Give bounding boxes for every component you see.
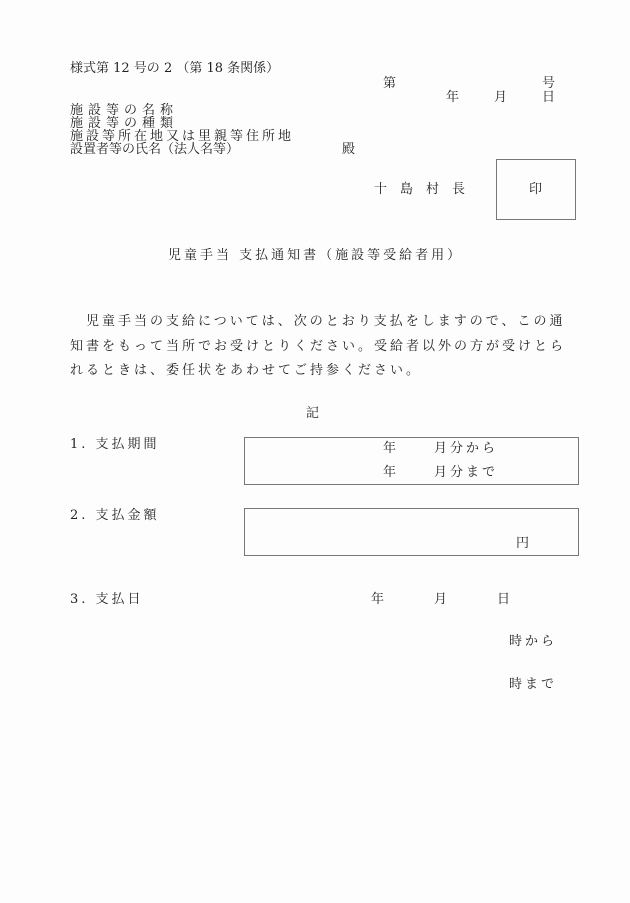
payment-date-day: 日 bbox=[497, 592, 511, 607]
facility-type-label: 施設等の種類 bbox=[70, 116, 179, 131]
date-day: 日 bbox=[542, 90, 556, 105]
payment-period-label: 1. 支払期間 bbox=[70, 437, 160, 452]
payment-amount-label: 2. 支払金額 bbox=[70, 508, 160, 523]
honorific: 殿 bbox=[342, 142, 356, 157]
payment-period-box bbox=[244, 437, 579, 485]
date-year: 年 bbox=[446, 90, 460, 105]
payment-time-to: 時まで bbox=[509, 677, 558, 692]
amount-unit: 円 bbox=[516, 536, 530, 551]
period-from-year: 年 bbox=[383, 441, 397, 456]
payment-time-from: 時から bbox=[509, 634, 558, 649]
payment-date-label: 3. 支払日 bbox=[70, 592, 144, 607]
doc-number-prefix: 第 bbox=[383, 76, 397, 91]
doc-number-suffix: 号 bbox=[542, 76, 556, 91]
body-line-2: 知書をもって当所でお受けとりください。受給者以外の方が受けとら bbox=[70, 339, 567, 354]
body-line-3: れるときは、委任状をあわせてご持参ください。 bbox=[70, 363, 423, 378]
period-to-year: 年 bbox=[383, 465, 397, 480]
founder-name-label: 設置者等の氏名（法人名等） bbox=[70, 142, 240, 157]
payment-date-year: 年 bbox=[371, 592, 385, 607]
facility-name-label: 施設等の名称 bbox=[70, 103, 179, 118]
date-month: 月 bbox=[494, 90, 508, 105]
payment-date-month: 月 bbox=[434, 592, 448, 607]
period-from-month: 月分から bbox=[434, 441, 499, 456]
form-number: 様式第 12 号の 2 （第 18 条関係） bbox=[70, 61, 280, 76]
document-title: 児童手当 支払通知書（施設等受給者用） bbox=[168, 248, 464, 263]
facility-address-label: 施設等所在地又は里親等住所地 bbox=[70, 129, 295, 144]
period-to-month: 月分まで bbox=[434, 465, 499, 480]
body-line-1: 児童手当の支給については、次のとおり支払をしますので、この通 bbox=[86, 314, 566, 329]
ki-label: 記 bbox=[306, 406, 320, 421]
issuer-title: 十 島 村 長 bbox=[374, 182, 466, 197]
seal-label: 印 bbox=[529, 182, 543, 197]
seal-box bbox=[496, 159, 576, 220]
